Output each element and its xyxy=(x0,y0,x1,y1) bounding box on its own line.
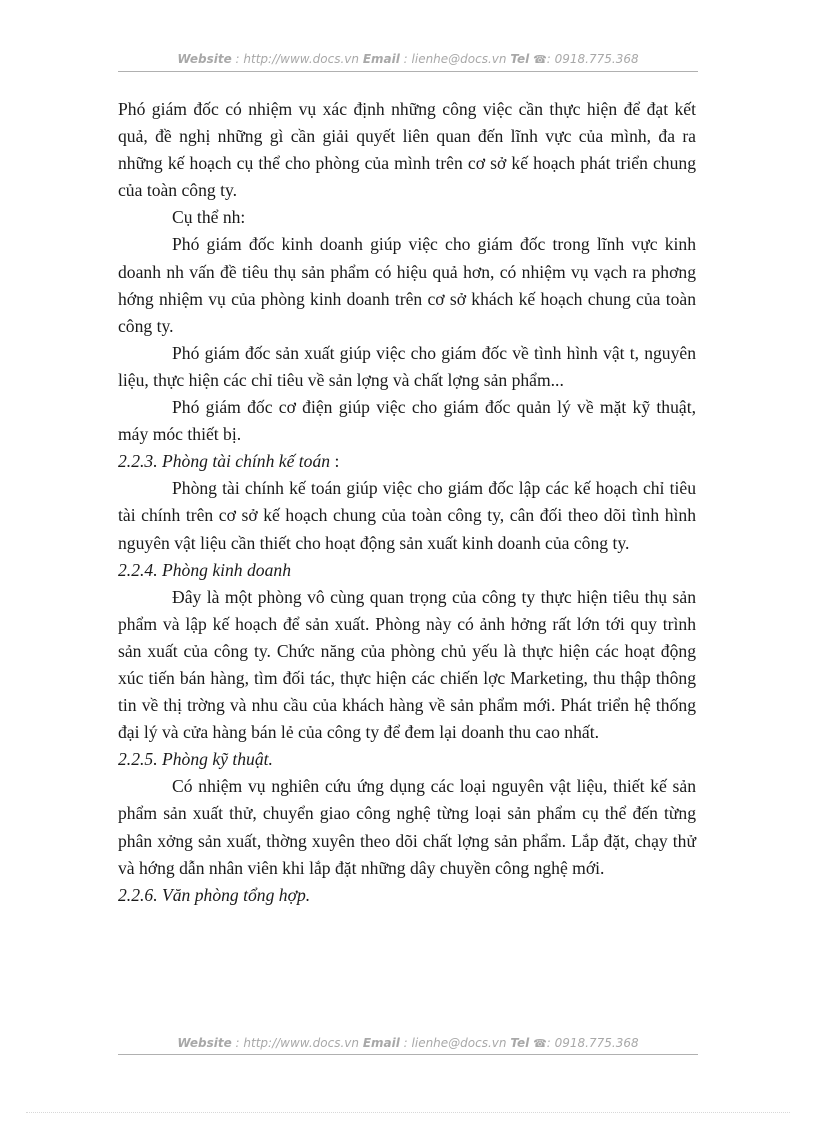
section-heading-suffix: : xyxy=(330,451,340,472)
body-paragraph: Có nhiệm vụ nghiên cứu ứng dụng các loại nguyên vật liệu, thiết kế sản phẩm sản xuất thử, chuyển giao công nghệ từng loại sản phẩm cụ thể đến từng phân xởng sản xuất, thờng xuyên theo dõi chất lợng sản phẩm. Lắp đặt, chạy thử và hớng dẫn nhân viên khi lắp đặt những dây chuyền công nghệ mới. xyxy=(118,776,696,878)
body-paragraph: Phó giám đốc cơ điện giúp việc cho giám đốc quản lý về mặt kỹ thuật, máy móc thiết bị. xyxy=(118,397,696,445)
footer-tel-label: Tel xyxy=(510,1036,530,1050)
header-email-label: Email xyxy=(362,52,400,66)
body-paragraph: Cụ thể nh: xyxy=(172,207,246,228)
body-paragraph: Đây là một phòng vô cùng quan trọng của công ty thực hiện tiêu thụ sản phẩm và lập kế hoạch để sản xuất. Phòng này có ảnh hởng rất lớn tới quy trình sản xuất của công ty. Chức năng của phòng chủ yếu là thực hiện các hoạt động xúc tiến bán hàng, tìm đối tác, thực hiện các chiến lợc Marketing, thu thập thông tin về thị trờng và nhu cầu của khách hàng về sản phẩm mới. Phát triển hệ thống đại lý và cửa hàng bán lẻ của công ty để đem lại doanh thu cao nhất. xyxy=(118,586,696,743)
page-footer xyxy=(118,1036,698,1050)
section-heading-text: 2.2.3. Phòng tài chính kế toán xyxy=(118,451,331,472)
header-website-url: : http://www.docs.vn xyxy=(235,52,359,66)
document-body xyxy=(118,96,696,909)
phone-icon: ☎ xyxy=(533,53,547,66)
footer-email-label: Email xyxy=(362,1036,400,1050)
footer-email-value: : lienhe@docs.vn xyxy=(403,1036,507,1050)
section-heading: 2.2.6. Văn phòng tổng hợp. xyxy=(118,884,311,905)
phone-icon: ☎ xyxy=(533,1037,547,1050)
footer-website-url: : http://www.docs.vn xyxy=(235,1036,359,1050)
header-tel-value: : 0918.775.368 xyxy=(546,52,639,66)
header-rule xyxy=(118,71,698,72)
footer-website-label: Website xyxy=(177,1036,232,1050)
section-heading xyxy=(118,448,696,475)
body-paragraph: Phó giám đốc có nhiệm vụ xác định những công việc cần thực hiện để đạt kết quả, đề nghị những gì cần giải quyết liên quan đến lĩnh vực của mình, đa ra những kế hoạch cụ thể cho phòng của mình trên cơ sở kế hoạch phát triển chung của toàn công ty. xyxy=(118,99,696,201)
page-edge-dotted-line xyxy=(26,1112,790,1113)
section-heading: 2.2.5. Phòng kỹ thuật. xyxy=(118,749,273,770)
footer-rule xyxy=(118,1054,698,1055)
page-header xyxy=(118,52,698,66)
body-paragraph: Phó giám đốc kinh doanh giúp việc cho giám đốc trong lĩnh vực kinh doanh nh vấn đề tiêu thụ sản phẩm có hiệu quả hơn, có nhiệm vụ vạch ra phơng hớng nhiệm vụ của phòng kinh doanh trên cơ sở khách kế hoạch chung của toàn công ty. xyxy=(118,234,696,336)
header-tel-label: Tel xyxy=(510,52,530,66)
body-paragraph: Phòng tài chính kế toán giúp việc cho giám đốc lập các kế hoạch chỉ tiêu tài chính trên cơ sở kế hoạch chung của toàn công ty, cân đối theo dõi tình hình nguyên vật liệu cần thiết cho hoạt động sản xuất kinh doanh của công ty. xyxy=(118,478,696,553)
header-email-value: : lienhe@docs.vn xyxy=(403,52,507,66)
body-paragraph: Phó giám đốc sản xuất giúp việc cho giám đốc về tình hình vật t, nguyên liệu, thực hiện các chỉ tiêu về sản lợng và chất lợng sản phẩm... xyxy=(118,342,696,390)
header-website-label: Website xyxy=(177,52,232,66)
footer-tel-value: : 0918.775.368 xyxy=(546,1036,639,1050)
section-heading: 2.2.4. Phòng kinh doanh xyxy=(118,559,291,580)
